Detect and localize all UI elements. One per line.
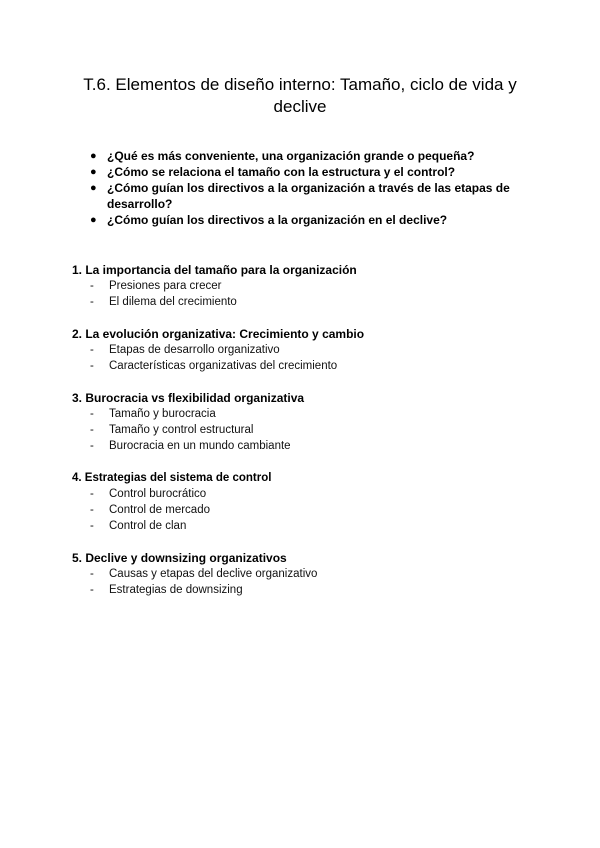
subtopic-text: Control de mercado: [109, 504, 210, 516]
question-item: [90, 212, 530, 228]
section-heading: 4. Estrategias del sistema de control: [72, 472, 272, 484]
subtopic-item: [72, 342, 532, 358]
subtopic-text: Control burocrático: [109, 488, 207, 500]
subtopic-list: [72, 406, 532, 454]
bullet-icon: ●: [90, 182, 97, 194]
section-heading: 1. La importancia del tamaño para la organización: [72, 263, 357, 277]
dash-icon: -: [90, 296, 94, 308]
subtopic-item: [72, 502, 532, 518]
section-3: [72, 390, 532, 454]
subtopic-item: [72, 518, 532, 534]
subtopic-item: [72, 486, 532, 502]
question-text: ¿Qué es más conveniente, una organización grande o pequeña?: [107, 149, 475, 163]
section-1: [72, 262, 532, 310]
dash-icon: -: [90, 344, 94, 356]
section-heading: 2. La evolución organizativa: Crecimiento y cambio: [72, 327, 365, 341]
subtopic-list: [72, 486, 532, 534]
dash-icon: -: [90, 280, 94, 292]
subtopic-item: [72, 278, 532, 294]
subtopic-text: Causas y etapas del declive organizativo: [109, 568, 318, 580]
subtopic-text: Tamaño y control estructural: [109, 424, 254, 436]
dash-icon: -: [90, 504, 94, 516]
subtopic-text: Características organizativas del crecimiento: [109, 360, 338, 372]
dash-icon: -: [90, 440, 94, 452]
sections-container: [72, 262, 532, 614]
subtopic-item: [72, 358, 532, 374]
section-2: [72, 326, 532, 374]
subtopic-item: [72, 582, 532, 598]
subtopic-text: Tamaño y burocracia: [109, 408, 216, 420]
dash-icon: -: [90, 584, 94, 596]
page-title: T.6. Elementos de diseño interno: Tamaño, ciclo de vida y declive: [83, 75, 517, 116]
question-item: [90, 180, 530, 212]
subtopic-item: [72, 406, 532, 422]
key-questions-list: [90, 148, 530, 228]
subtopic-text: El dilema del crecimiento: [109, 296, 237, 308]
question-item: [90, 164, 530, 180]
question-text: ¿Cómo guían los directivos a la organización en el declive?: [107, 213, 448, 227]
dash-icon: -: [90, 520, 94, 532]
section-5: [72, 550, 532, 598]
subtopic-text: Etapas de desarrollo organizativo: [109, 344, 280, 356]
subtopic-item: [72, 422, 532, 438]
subtopic-item: [72, 438, 532, 454]
dash-icon: -: [90, 408, 94, 420]
dash-icon: -: [90, 488, 94, 500]
bullet-icon: ●: [90, 214, 97, 226]
question-text: ¿Cómo se relaciona el tamaño con la estructura y el control?: [107, 165, 456, 179]
question-item: [90, 148, 530, 164]
dash-icon: -: [90, 360, 94, 372]
bullet-icon: ●: [90, 150, 97, 162]
subtopic-text: Control de clan: [109, 520, 187, 532]
subtopic-list: [72, 278, 532, 310]
subtopic-list: [72, 566, 532, 598]
subtopic-text: Burocracia en un mundo cambiante: [109, 440, 291, 452]
bullet-icon: ●: [90, 166, 97, 178]
question-text: ¿Cómo guían los directivos a la organización a través de las etapas de desarrollo?: [107, 181, 510, 211]
subtopic-text: Estrategias de downsizing: [109, 584, 243, 596]
subtopic-item: [72, 566, 532, 582]
section-heading: 3. Burocracia vs flexibilidad organizativa: [72, 391, 305, 405]
subtopic-list: [72, 342, 532, 374]
subtopic-text: Presiones para crecer: [109, 280, 222, 292]
subtopic-item: [72, 294, 532, 310]
dash-icon: -: [90, 424, 94, 436]
section-heading: 5. Declive y downsizing organizativos: [72, 551, 287, 565]
section-4: [72, 470, 532, 534]
dash-icon: -: [90, 568, 94, 580]
